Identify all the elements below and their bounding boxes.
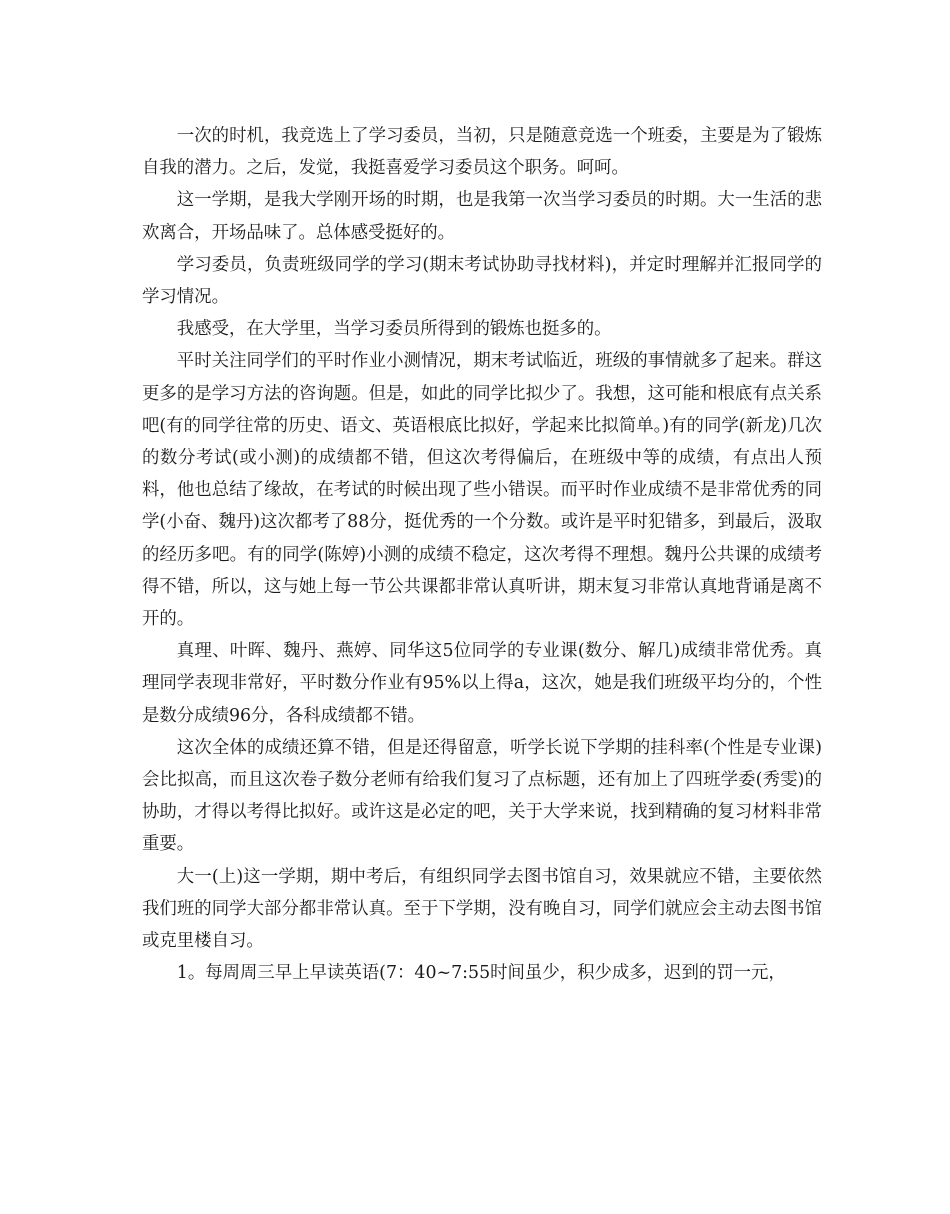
paragraph-5: 平时关注同学们的平时作业小测情况，期末考试临近，班级的事情就多了起来。群这更多的是学习方法的咨询题。但是，如此的同学比拟少了。我想，这可能和根底有点关系吧(有的同学往常的历史、语文、英语根底比拟好，学起来比拟简单。)有的同学(新龙)几次的数分考试(或小测)的成绩都不错，但这次考得偏后，在班级中等的成绩，有点出人预料，他也总结了缘故，在考试的时候出现了些小错误。而平时作业成绩不是非常优秀的同学(小奋、魏丹)这次都考了88分，挺优秀的一个分数。或许是平时犯错多，到最后，汲取的经历多吧。有的同学(陈婷)小测的成绩不稳定，这次考得不理想。魏丹公共课的成绩考得不错，所以，这与她上每一节公共课都非常认真听讲，期末复习非常认真地背诵是离不开的。 [142,351,822,630]
paragraph-1: 一次的时机，我竞选上了学习委员，当初，只是随意竞选一个班委，主要是为了锻炼自我的潜力。之后，发觉，我挺喜爱学习委员这个职务。呵呵。 [142,126,822,179]
document-body [142,120,822,989]
paragraph-8: 大一(上)这一学期，期中考后，有组织同学去图书馆自习，效果就应不错，主要依然我们班的同学大部分都非常认真。至于下学期，没有晚自习，同学们就应会主动去图书馆或克里楼自习。 [142,866,822,952]
paragraph-7: 这次全体的成绩还算不错，但是还得留意，听学长说下学期的挂科率(个性是专业课)会比拟高，而且这次卷子数分老师有给我们复习了点标题，还有加上了四班学委(秀雯)的协助，才得以考得比拟好。或许这是必定的吧，关于大学来说，找到精确的复习材料非常重要。 [142,737,822,855]
paragraph-3: 学习委员，负责班级同学的学习(期末考试协助寻找材料)，并定时理解并汇报同学的学习情况。 [142,254,822,308]
paragraph-2: 这一学期，是我大学刚开场的时期，也是我第一次当学习委员的时期。大一生活的悲欢离合，开场品味了。总体感受挺好的。 [142,190,822,243]
paragraph-6: 真理、叶晖、魏丹、燕婷、同华这5位同学的专业课(数分、解几)成绩非常优秀。真理同学表现非常好，平时数分作业有95%以上得a，这次，她是我们班级平均分的，个性是数分成绩96分，各科成绩都不错。 [142,641,822,726]
paragraph-4: 我感受，在大学里，当学习委员所得到的锻炼也挺多的。 [176,319,612,340]
paragraph-9: 1。每周周三早上早读英语(7：40~7:55时间虽少，积少成多，迟到的罚一元， [176,963,786,984]
